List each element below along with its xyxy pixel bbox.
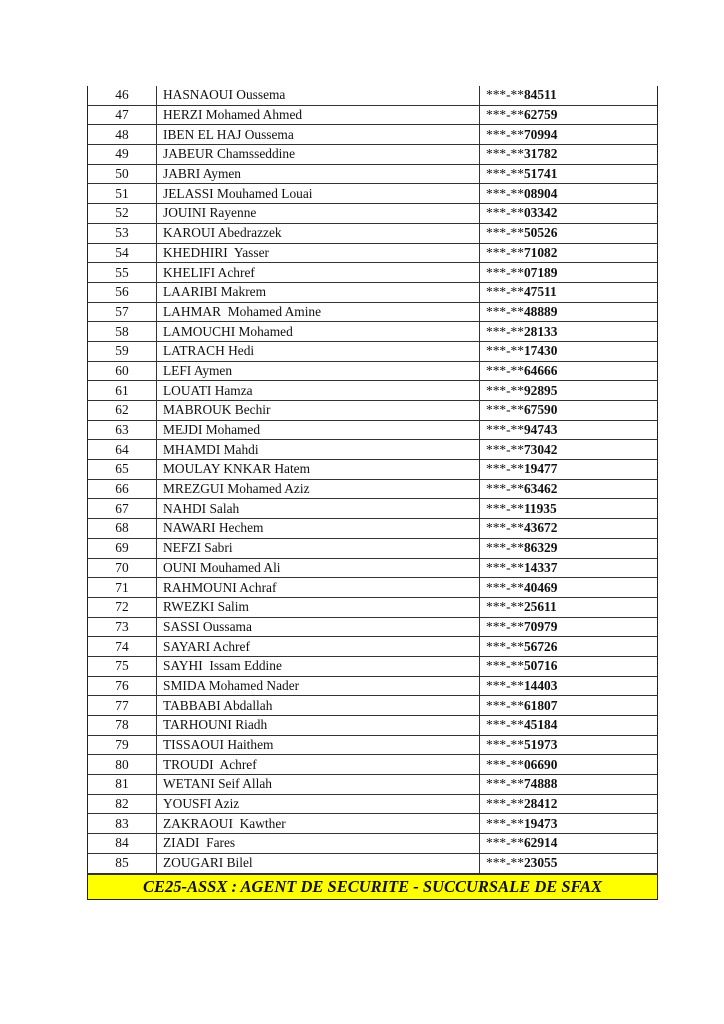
table-row xyxy=(88,834,658,854)
table-row xyxy=(88,105,658,125)
id-digits: 47511 xyxy=(523,284,557,300)
masked-id-cell xyxy=(480,440,658,460)
row-number: 67 xyxy=(88,499,157,519)
masked-id-cell xyxy=(480,420,658,440)
masked-id-cell xyxy=(480,538,658,558)
candidate-name: YOUSFI Aziz xyxy=(157,794,480,814)
id-mask: ***-** xyxy=(486,756,524,772)
masked-id-cell xyxy=(480,243,658,263)
table-row xyxy=(88,223,658,243)
id-mask: ***-** xyxy=(486,362,524,378)
table-row xyxy=(88,125,658,145)
document-page xyxy=(87,86,658,900)
masked-id-cell xyxy=(480,302,658,322)
candidate-name: RWEZKI Salim xyxy=(157,597,480,617)
row-number: 74 xyxy=(88,637,157,657)
candidate-name: NAWARI Hechem xyxy=(157,519,480,539)
masked-id-cell xyxy=(480,558,658,578)
candidate-name: MEJDI Mohamed xyxy=(157,420,480,440)
id-mask: ***-** xyxy=(486,441,524,457)
id-mask: ***-** xyxy=(486,225,524,241)
id-mask: ***-** xyxy=(486,796,524,812)
table-row xyxy=(88,538,658,558)
masked-id-cell xyxy=(480,282,658,302)
table-row xyxy=(88,755,658,775)
row-number: 52 xyxy=(88,204,157,224)
table-row xyxy=(88,578,658,598)
masked-id-cell xyxy=(480,460,658,480)
id-mask: ***-** xyxy=(486,146,524,162)
candidate-name: SAYHI Issam Eddine xyxy=(157,656,480,676)
id-digits: 14337 xyxy=(523,559,558,575)
candidate-name: JABEUR Chamsseddine xyxy=(157,145,480,165)
candidate-name: LATRACH Hedi xyxy=(157,341,480,361)
candidate-name: LAMOUCHI Mohamed xyxy=(157,322,480,342)
masked-id-cell xyxy=(480,125,658,145)
id-mask: ***-** xyxy=(486,815,524,831)
id-digits: 71082 xyxy=(523,244,558,260)
candidate-name: HERZI Mohamed Ahmed xyxy=(157,105,480,125)
row-number: 61 xyxy=(88,381,157,401)
id-mask: ***-** xyxy=(486,107,524,123)
table-row xyxy=(88,637,658,657)
table-row xyxy=(88,184,658,204)
id-mask: ***-** xyxy=(486,579,524,595)
id-mask: ***-** xyxy=(486,87,524,103)
masked-id-cell xyxy=(480,676,658,696)
table-row xyxy=(88,676,658,696)
masked-id-cell xyxy=(480,755,658,775)
row-number: 78 xyxy=(88,716,157,736)
row-number: 59 xyxy=(88,341,157,361)
id-digits: 19473 xyxy=(523,815,558,831)
masked-id-cell xyxy=(480,735,658,755)
row-number: 48 xyxy=(88,125,157,145)
table-row xyxy=(88,479,658,499)
table-row xyxy=(88,440,658,460)
table-row xyxy=(88,656,658,676)
id-digits: 07189 xyxy=(523,264,558,280)
candidate-name: JELASSI Mouhamed Louai xyxy=(157,184,480,204)
id-mask: ***-** xyxy=(486,559,524,575)
candidate-name: TARHOUNI Riadh xyxy=(157,716,480,736)
table-row xyxy=(88,282,658,302)
id-mask: ***-** xyxy=(486,737,524,753)
id-mask: ***-** xyxy=(486,185,524,201)
table-row xyxy=(88,263,658,283)
masked-id-cell xyxy=(480,696,658,716)
row-number: 56 xyxy=(88,282,157,302)
masked-id-cell xyxy=(480,204,658,224)
candidate-name: LAHMAR Mohamed Amine xyxy=(157,302,480,322)
row-number: 84 xyxy=(88,834,157,854)
id-mask: ***-** xyxy=(486,205,524,221)
masked-id-cell xyxy=(480,716,658,736)
table-row xyxy=(88,519,658,539)
candidate-name: LOUATI Hamza xyxy=(157,381,480,401)
row-number: 54 xyxy=(88,243,157,263)
table-row xyxy=(88,302,658,322)
row-number: 62 xyxy=(88,401,157,421)
id-mask: ***-** xyxy=(486,323,524,339)
table-row xyxy=(88,145,658,165)
id-digits: 25611 xyxy=(523,599,557,615)
masked-id-cell xyxy=(480,853,658,873)
candidate-name: SASSI Oussama xyxy=(157,617,480,637)
table-row xyxy=(88,558,658,578)
id-digits: 73042 xyxy=(523,441,558,457)
masked-id-cell xyxy=(480,341,658,361)
candidate-name: LEFI Aymen xyxy=(157,361,480,381)
candidate-name: JOUINI Rayenne xyxy=(157,204,480,224)
table-row xyxy=(88,814,658,834)
id-mask: ***-** xyxy=(486,264,524,280)
table-row xyxy=(88,381,658,401)
row-number: 60 xyxy=(88,361,157,381)
row-number: 73 xyxy=(88,617,157,637)
table-row xyxy=(88,86,658,105)
id-mask: ***-** xyxy=(486,855,524,871)
table-row xyxy=(88,341,658,361)
masked-id-cell xyxy=(480,519,658,539)
id-mask: ***-** xyxy=(486,461,524,477)
candidate-name: ZAKRAOUI Kawther xyxy=(157,814,480,834)
row-number: 57 xyxy=(88,302,157,322)
row-number: 81 xyxy=(88,775,157,795)
id-digits: 45184 xyxy=(523,717,558,733)
masked-id-cell xyxy=(480,834,658,854)
masked-id-cell xyxy=(480,184,658,204)
masked-id-cell xyxy=(480,105,658,125)
id-digits: 61807 xyxy=(523,697,558,713)
masked-id-cell xyxy=(480,775,658,795)
masked-id-cell xyxy=(480,86,658,105)
row-number: 69 xyxy=(88,538,157,558)
id-digits: 50716 xyxy=(523,658,558,674)
row-number: 66 xyxy=(88,479,157,499)
id-digits: 06690 xyxy=(523,756,558,772)
section-title: CE25-ASSX : AGENT DE SECURITE - SUCCURSALE DE SFAX xyxy=(142,876,603,896)
candidate-name: ZOUGARI Bilel xyxy=(157,853,480,873)
id-mask: ***-** xyxy=(486,540,524,556)
row-number: 77 xyxy=(88,696,157,716)
candidate-name: LAARIBI Makrem xyxy=(157,282,480,302)
table-row xyxy=(88,361,658,381)
id-mask: ***-** xyxy=(486,244,524,260)
masked-id-cell xyxy=(480,401,658,421)
candidates-table-body xyxy=(88,86,658,873)
candidate-name: TISSAOUI Haithem xyxy=(157,735,480,755)
row-number: 63 xyxy=(88,420,157,440)
id-digits: 51741 xyxy=(523,166,558,182)
candidate-name: HASNAOUI Oussema xyxy=(157,86,480,105)
table-row xyxy=(88,401,658,421)
id-mask: ***-** xyxy=(486,599,524,615)
masked-id-cell xyxy=(480,361,658,381)
row-number: 50 xyxy=(88,164,157,184)
masked-id-cell xyxy=(480,656,658,676)
candidate-name: JABRI Aymen xyxy=(157,164,480,184)
row-number: 85 xyxy=(88,853,157,873)
id-mask: ***-** xyxy=(486,658,524,674)
id-digits: 92895 xyxy=(523,382,558,398)
table-row xyxy=(88,597,658,617)
id-digits: 62914 xyxy=(523,835,558,851)
row-number: 65 xyxy=(88,460,157,480)
masked-id-cell xyxy=(480,322,658,342)
id-digits: 56726 xyxy=(523,638,558,654)
candidate-name: MHAMDI Mahdi xyxy=(157,440,480,460)
row-number: 71 xyxy=(88,578,157,598)
id-digits: 17430 xyxy=(523,343,558,359)
row-number: 47 xyxy=(88,105,157,125)
id-mask: ***-** xyxy=(486,166,524,182)
id-digits: 94743 xyxy=(523,422,558,438)
masked-id-cell xyxy=(480,499,658,519)
candidates-table xyxy=(87,86,658,874)
masked-id-cell xyxy=(480,479,658,499)
row-number: 46 xyxy=(88,86,157,105)
candidate-name: ZIADI Fares xyxy=(157,834,480,854)
table-row xyxy=(88,735,658,755)
id-digits: 28133 xyxy=(523,323,558,339)
row-number: 72 xyxy=(88,597,157,617)
candidate-name: NEFZI Sabri xyxy=(157,538,480,558)
section-title-bar xyxy=(87,874,658,900)
id-digits: 14403 xyxy=(523,677,558,693)
id-digits: 67590 xyxy=(523,402,558,418)
id-digits: 70994 xyxy=(523,126,558,142)
table-row xyxy=(88,696,658,716)
id-digits: 50526 xyxy=(523,225,558,241)
table-row xyxy=(88,460,658,480)
candidate-name: KAROUI Abedrazzek xyxy=(157,223,480,243)
masked-id-cell xyxy=(480,597,658,617)
masked-id-cell xyxy=(480,578,658,598)
masked-id-cell xyxy=(480,145,658,165)
id-digits: 23055 xyxy=(523,855,558,871)
id-digits: 28412 xyxy=(523,796,558,812)
id-digits: 86329 xyxy=(523,540,558,556)
table-row xyxy=(88,243,658,263)
row-number: 82 xyxy=(88,794,157,814)
candidate-name: NAHDI Salah xyxy=(157,499,480,519)
id-mask: ***-** xyxy=(486,638,524,654)
row-number: 70 xyxy=(88,558,157,578)
row-number: 80 xyxy=(88,755,157,775)
id-digits: 40469 xyxy=(523,579,558,595)
id-mask: ***-** xyxy=(486,776,524,792)
candidate-name: KHELIFI Achref xyxy=(157,263,480,283)
id-digits: 03342 xyxy=(523,205,558,221)
id-digits: 48889 xyxy=(523,303,558,319)
id-mask: ***-** xyxy=(486,382,524,398)
id-mask: ***-** xyxy=(486,500,524,516)
id-mask: ***-** xyxy=(486,284,524,300)
masked-id-cell xyxy=(480,617,658,637)
row-number: 55 xyxy=(88,263,157,283)
masked-id-cell xyxy=(480,164,658,184)
table-row xyxy=(88,775,658,795)
row-number: 75 xyxy=(88,656,157,676)
masked-id-cell xyxy=(480,794,658,814)
candidate-name: TROUDI Achref xyxy=(157,755,480,775)
id-mask: ***-** xyxy=(486,303,524,319)
row-number: 58 xyxy=(88,322,157,342)
candidate-name: MABROUK Bechir xyxy=(157,401,480,421)
table-row xyxy=(88,716,658,736)
id-digits: 51973 xyxy=(523,737,558,753)
id-digits: 19477 xyxy=(523,461,558,477)
masked-id-cell xyxy=(480,263,658,283)
id-mask: ***-** xyxy=(486,677,524,693)
row-number: 79 xyxy=(88,735,157,755)
table-row xyxy=(88,322,658,342)
id-digits: 08904 xyxy=(523,185,558,201)
id-mask: ***-** xyxy=(486,618,524,634)
table-row xyxy=(88,794,658,814)
masked-id-cell xyxy=(480,637,658,657)
masked-id-cell xyxy=(480,223,658,243)
id-mask: ***-** xyxy=(486,422,524,438)
id-mask: ***-** xyxy=(486,402,524,418)
row-number: 68 xyxy=(88,519,157,539)
row-number: 83 xyxy=(88,814,157,834)
id-mask: ***-** xyxy=(486,520,524,536)
id-digits: 63462 xyxy=(523,481,558,497)
id-digits: 43672 xyxy=(523,520,558,536)
candidate-name: RAHMOUNI Achraf xyxy=(157,578,480,598)
candidate-name: SAYARI Achref xyxy=(157,637,480,657)
table-row xyxy=(88,499,658,519)
table-row xyxy=(88,853,658,873)
table-row xyxy=(88,164,658,184)
table-row xyxy=(88,420,658,440)
candidate-name: KHEDHIRI Yasser xyxy=(157,243,480,263)
id-digits: 74888 xyxy=(523,776,558,792)
candidate-name: IBEN EL HAJ Oussema xyxy=(157,125,480,145)
table-row xyxy=(88,617,658,637)
row-number: 53 xyxy=(88,223,157,243)
id-digits: 70979 xyxy=(523,618,558,634)
id-digits: 84511 xyxy=(523,87,557,103)
candidate-name: TABBABI Abdallah xyxy=(157,696,480,716)
row-number: 76 xyxy=(88,676,157,696)
masked-id-cell xyxy=(480,814,658,834)
id-mask: ***-** xyxy=(486,481,524,497)
id-mask: ***-** xyxy=(486,343,524,359)
id-digits: 64666 xyxy=(523,362,558,378)
id-digits: 31782 xyxy=(523,146,558,162)
id-mask: ***-** xyxy=(486,835,524,851)
id-mask: ***-** xyxy=(486,697,524,713)
candidate-name: WETANI Seif Allah xyxy=(157,775,480,795)
candidate-name: MREZGUI Mohamed Aziz xyxy=(157,479,480,499)
id-digits: 11935 xyxy=(523,500,557,516)
masked-id-cell xyxy=(480,381,658,401)
row-number: 64 xyxy=(88,440,157,460)
id-mask: ***-** xyxy=(486,717,524,733)
table-row xyxy=(88,204,658,224)
id-mask: ***-** xyxy=(486,126,524,142)
candidate-name: MOULAY KNKAR Hatem xyxy=(157,460,480,480)
candidate-name: OUNI Mouhamed Ali xyxy=(157,558,480,578)
row-number: 49 xyxy=(88,145,157,165)
candidate-name: SMIDA Mohamed Nader xyxy=(157,676,480,696)
row-number: 51 xyxy=(88,184,157,204)
id-digits: 62759 xyxy=(523,107,558,123)
